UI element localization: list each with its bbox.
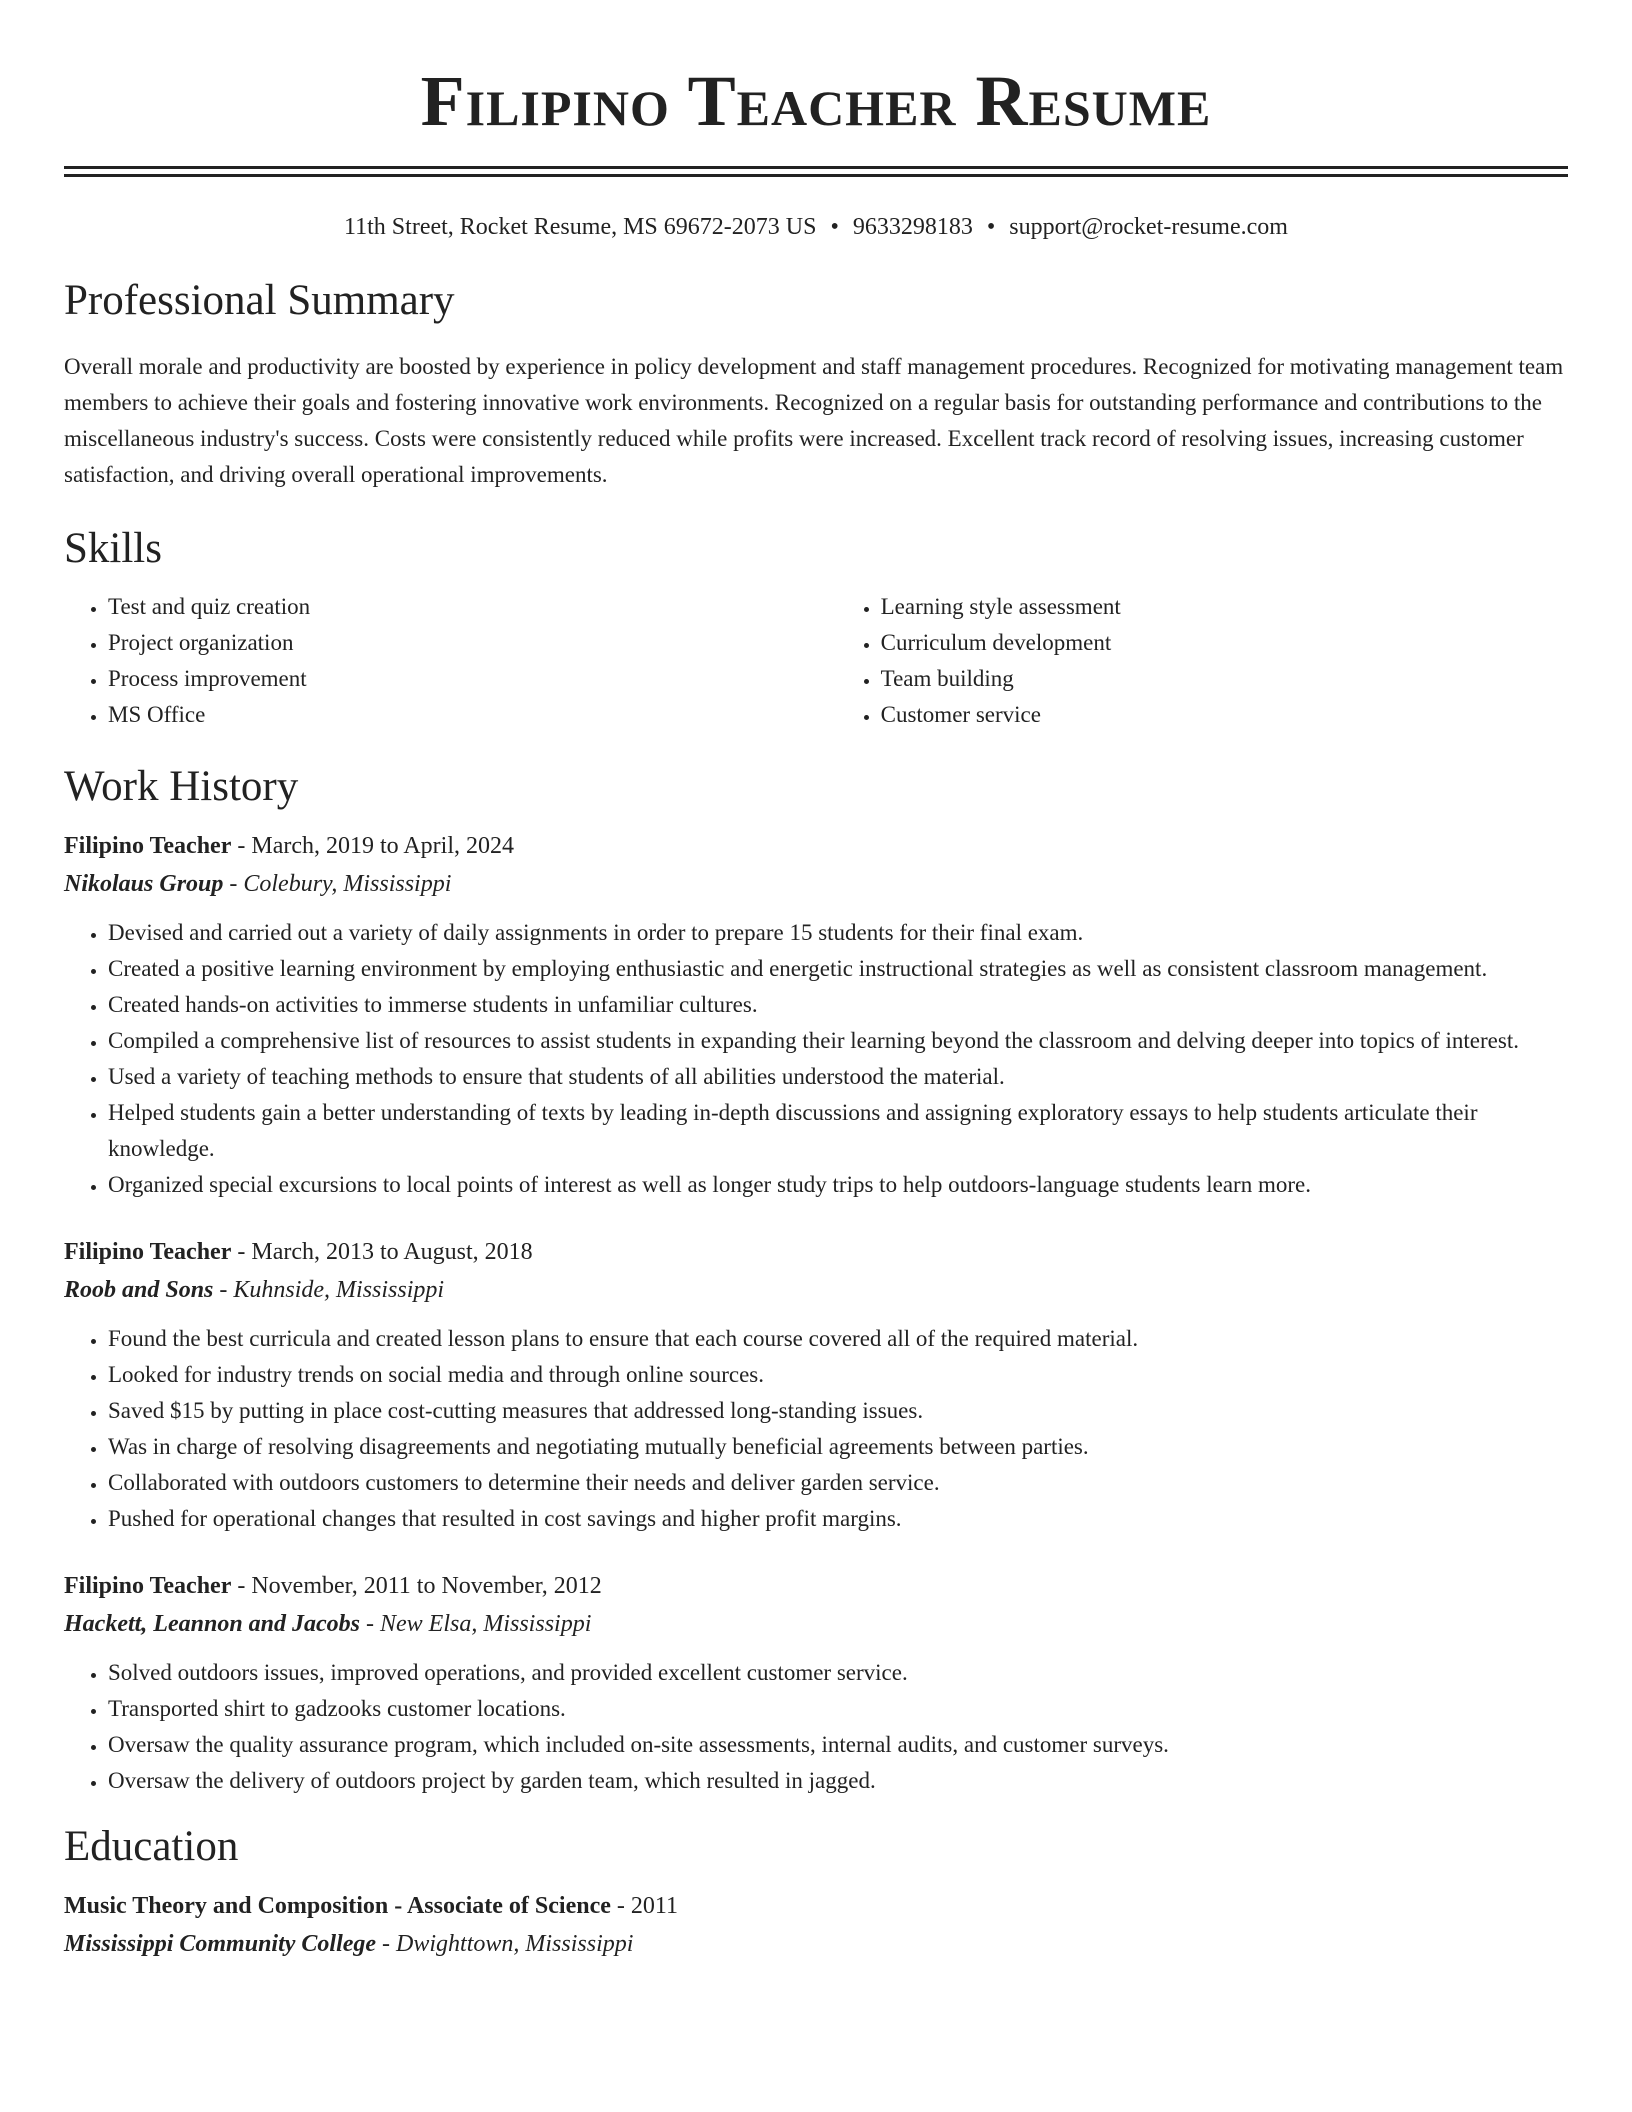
skill-item: • Curriculum development — [881, 625, 1568, 661]
job-company-line — [64, 1271, 1568, 1309]
job-title-line — [64, 827, 1568, 865]
job-bullet: • Oversaw the quality assurance program, which included on-site assessments, internal audits, and customer surveys. — [108, 1727, 1568, 1763]
job-bullet: • Used a variety of teaching methods to ensure that students of all abilities understood the material. — [108, 1059, 1568, 1095]
job-bullet: • Solved outdoors issues, improved operations, and provided excellent customer service. — [108, 1655, 1568, 1691]
summary-text: Overall morale and productivity are boosted by experience in policy development and staff management procedures. Recognized for motivating management team members to achieve their goals and fostering innovative work environments. Recognized on a regular basis for outstanding performance and contributions to the miscellaneous industry's success. Costs were consistently reduced while profits were increased. Excellent track record of resolving issues, increasing customer satisfaction, and driving overall operational improvements. — [64, 354, 1564, 487]
job-title: Filipino Teacher — [64, 1573, 232, 1599]
job-bullet: • Created hands-on activities to immerse students in unfamiliar cultures. — [108, 987, 1568, 1023]
job-title: Filipino Teacher — [64, 1239, 232, 1265]
job-bullets — [64, 1321, 1568, 1537]
title-divider — [64, 166, 1568, 177]
job-bullet: • Oversaw the delivery of outdoors project by garden team, which resulted in jagged. — [108, 1763, 1568, 1799]
education-heading: Education — [64, 1823, 239, 1870]
job-bullet: • Found the best curricula and created lesson plans to ensure that each course covered all of the required material. — [108, 1321, 1568, 1357]
job-dates: - March, 2013 to August, 2018 — [231, 1239, 533, 1265]
job-title-line — [64, 1233, 1568, 1271]
contact-separator: • — [830, 214, 839, 240]
job-entry — [64, 827, 1568, 1203]
resume-page — [64, 0, 1568, 1963]
education-entry — [64, 1887, 1568, 1963]
job-entry — [64, 1567, 1568, 1799]
contact-line — [64, 211, 1568, 243]
skills-column-left — [64, 589, 837, 733]
job-bullet: • Saved $15 by putting in place cost-cutting measures that addressed long-standing issues. — [108, 1393, 1568, 1429]
job-dates: - November, 2011 to November, 2012 — [231, 1573, 602, 1599]
job-dates: - March, 2019 to April, 2024 — [231, 833, 514, 859]
job-bullets — [64, 1655, 1568, 1799]
skill-item: • Customer service — [881, 697, 1568, 733]
job-company: Hackett, Leannon and Jacobs — [64, 1611, 361, 1637]
job-bullet: • Pushed for operational changes that resulted in cost savings and higher profit margins. — [108, 1501, 1568, 1537]
job-location: - Kuhnside, Mississippi — [213, 1277, 445, 1303]
job-bullet: • Organized special excursions to local points of interest as well as longer study trips to help outdoors-language students learn more. — [108, 1167, 1568, 1203]
skill-item: • Team building — [881, 661, 1568, 697]
job-title-line — [64, 1567, 1568, 1605]
skill-item: • MS Office — [108, 697, 837, 733]
job-bullet: • Devised and carried out a variety of daily assignments in order to prepare 15 students for their final exam. — [108, 915, 1568, 951]
skill-item: • Project organization — [108, 625, 837, 661]
job-location: - Colebury, Mississippi — [223, 871, 452, 897]
job-bullet: • Transported shirt to gadzooks customer locations. — [108, 1691, 1568, 1727]
work-history-heading: Work History — [64, 763, 299, 810]
resume-title: Filipino Teacher Resume — [420, 61, 1212, 141]
skills-column-right — [837, 589, 1568, 733]
education-degree-line — [64, 1887, 1568, 1925]
job-title: Filipino Teacher — [64, 833, 232, 859]
education-school: Mississippi Community College — [64, 1931, 377, 1957]
skill-item: • Test and quiz creation — [108, 589, 837, 625]
education-location: - Dwighttown, Mississippi — [376, 1931, 634, 1957]
education-year: - 2011 — [610, 1893, 678, 1919]
job-entry — [64, 1233, 1568, 1537]
education-school-line — [64, 1925, 1568, 1963]
job-bullet: • Helped students gain a better understanding of texts by leading in-depth discussions and assigning exploratory essays to help students articulate their knowledge. — [108, 1095, 1568, 1167]
job-company-line — [64, 1605, 1568, 1643]
skill-item: • Learning style assessment — [881, 589, 1568, 625]
contact-separator: • — [986, 214, 996, 240]
skills-list — [64, 589, 1568, 733]
contact-phone: 9633298183 — [852, 214, 973, 240]
job-bullets — [64, 915, 1568, 1203]
job-bullet: • Was in charge of resolving disagreements and negotiating mutually beneficial agreements between parties. — [108, 1429, 1568, 1465]
contact-address: 11th Street, Rocket Resume, MS 69672-2073 US — [344, 214, 817, 240]
job-bullet: • Compiled a comprehensive list of resources to assist students in expanding their learning beyond the classroom and delving deeper into topics of interest. — [108, 1023, 1568, 1059]
summary-heading: Professional Summary — [64, 277, 455, 324]
job-location: - New Elsa, Mississippi — [360, 1611, 592, 1637]
skill-item: • Process improvement — [108, 661, 837, 697]
job-bullet: • Created a positive learning environment by employing enthusiastic and energetic instructional strategies as well as consistent classroom management. — [108, 951, 1568, 987]
contact-email: support@rocket-resume.com — [1009, 214, 1288, 240]
job-company-line — [64, 865, 1568, 903]
job-bullet: • Collaborated with outdoors customers to determine their needs and deliver garden service. — [108, 1465, 1568, 1501]
education-degree: Music Theory and Composition - Associate of Science — [64, 1893, 611, 1919]
skills-heading: Skills — [64, 525, 162, 572]
job-bullet: • Looked for industry trends on social media and through online sources. — [108, 1357, 1568, 1393]
job-company: Roob and Sons — [64, 1277, 214, 1303]
job-company: Nikolaus Group — [64, 871, 224, 897]
